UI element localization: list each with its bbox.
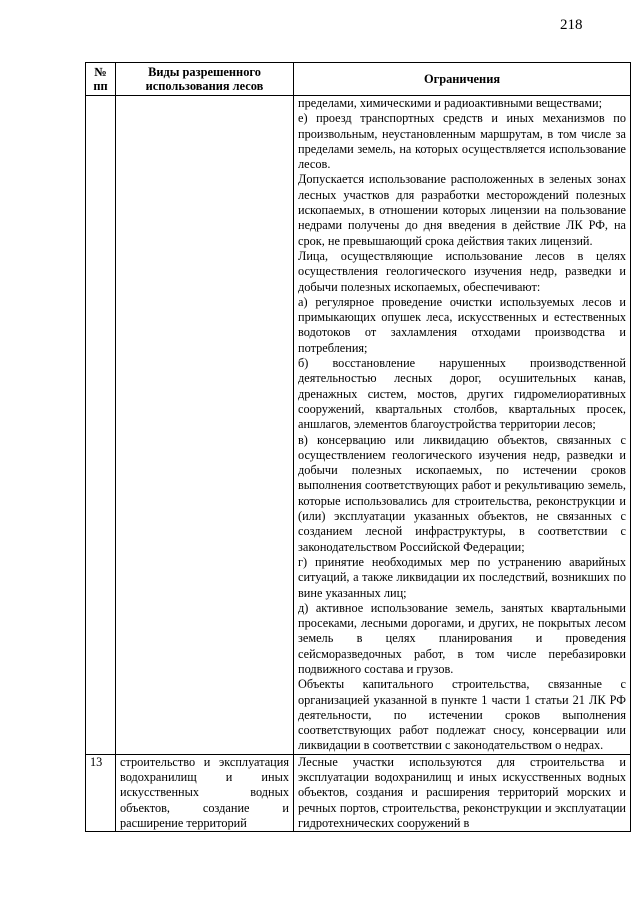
table-row-13 — [86, 754, 631, 831]
cell-type-empty — [116, 96, 294, 755]
cell-restrictions-continuation — [294, 96, 631, 755]
paragraph: в) консервацию или ликвидацию объектов, связанных с осуществлением геологического изучения недр, разведки и добычи полезных ископаемых, по истечении сроков выполнения соответствующих работ и рекультивацию земель, которые использовались для строительства, реконструкции и (или) эксплуатации указанных объектов, не связанных с созданием лесной инфраструктуры, в соответствии с законодательством Российской Федерации; — [298, 432, 626, 554]
cell-num-empty — [86, 96, 116, 755]
paragraph: Лица, осуществляющие использование лесов в целях осуществления геологического изучения недр, разведки и добычи полезных ископаемых, обеспечивают: — [298, 248, 626, 294]
restrictions-table — [85, 62, 631, 832]
paragraph: г) принятие необходимых мер по устранению аварийных ситуаций, а также ликвидации их последствий, возникших по вине указанных лиц; — [298, 554, 626, 600]
paragraph: пределами, химическими и радиоактивными веществами; — [298, 96, 603, 110]
paragraph: а) регулярное проведение очистки используемых лесов и примыкающих опушек леса, искусственных и естественных водотоков от захламления отходами производства и потребления; — [298, 294, 626, 355]
paragraph: б) восстановление нарушенных производственной деятельностью лесных дорог, осушительных канав, дренажных систем, мостов, других гидромелиоративных сооружений, квартальных столбов, квартальных просек, аншлагов, элементов благоустройства территории лесов; — [298, 356, 626, 432]
header-restrictions: Ограничения — [294, 63, 631, 96]
page-number: 218 — [560, 17, 583, 33]
paragraph: е) проезд транспортных средств и иных механизмов по произвольным, неустановленным маршрутам, в том числе за пределами земель, на которых осуществляется использование лесов. — [298, 111, 626, 172]
paragraph: Допускается использование расположенных в зеленых зонах лесных участков для разработки месторождений полезных ископаемых, в отношении которых лицензии на пользование недрами получены до дня введения в действие ЛК РФ, на срок, не превышающий срока действия таких лицензий. — [298, 172, 626, 248]
paragraph: Объекты капитального строительства, связанные с организацией указанной в пункте 1 части 1 статьи 21 ЛК РФ деятельности, по истечении сроков выполнения соответствующих работ подлежат сносу, консервации или ликвидации в соответствии с законодательством о недрах. — [298, 677, 626, 753]
cell-num: 13 — [86, 754, 116, 831]
cell-type: строительство и эксплуатация водохранилищ и иных искусственных водных объектов, создание и расширение территорий — [116, 754, 294, 831]
header-num: № пп — [86, 63, 116, 96]
table-row-continuation — [86, 96, 631, 755]
paragraph: д) активное использование земель, занятых квартальными просеками, лесными дорогами, и других, не покрытых лесом земель в целях планирования и проведения сейсморазведочных работ, в том числе перебазировки подвижного состава и грузов. — [298, 600, 626, 676]
cell-restrictions: Лесные участки используются для строительства и эксплуатации водохранилищ и иных искусственных водных объектов, создания и расширения территорий морских и речных портов, строительства, реконструкции и эксплуатации гидротехнических сооружений в — [294, 754, 631, 831]
header-type: Виды разрешенного использования лесов — [116, 63, 294, 96]
table-header-row — [86, 63, 631, 96]
